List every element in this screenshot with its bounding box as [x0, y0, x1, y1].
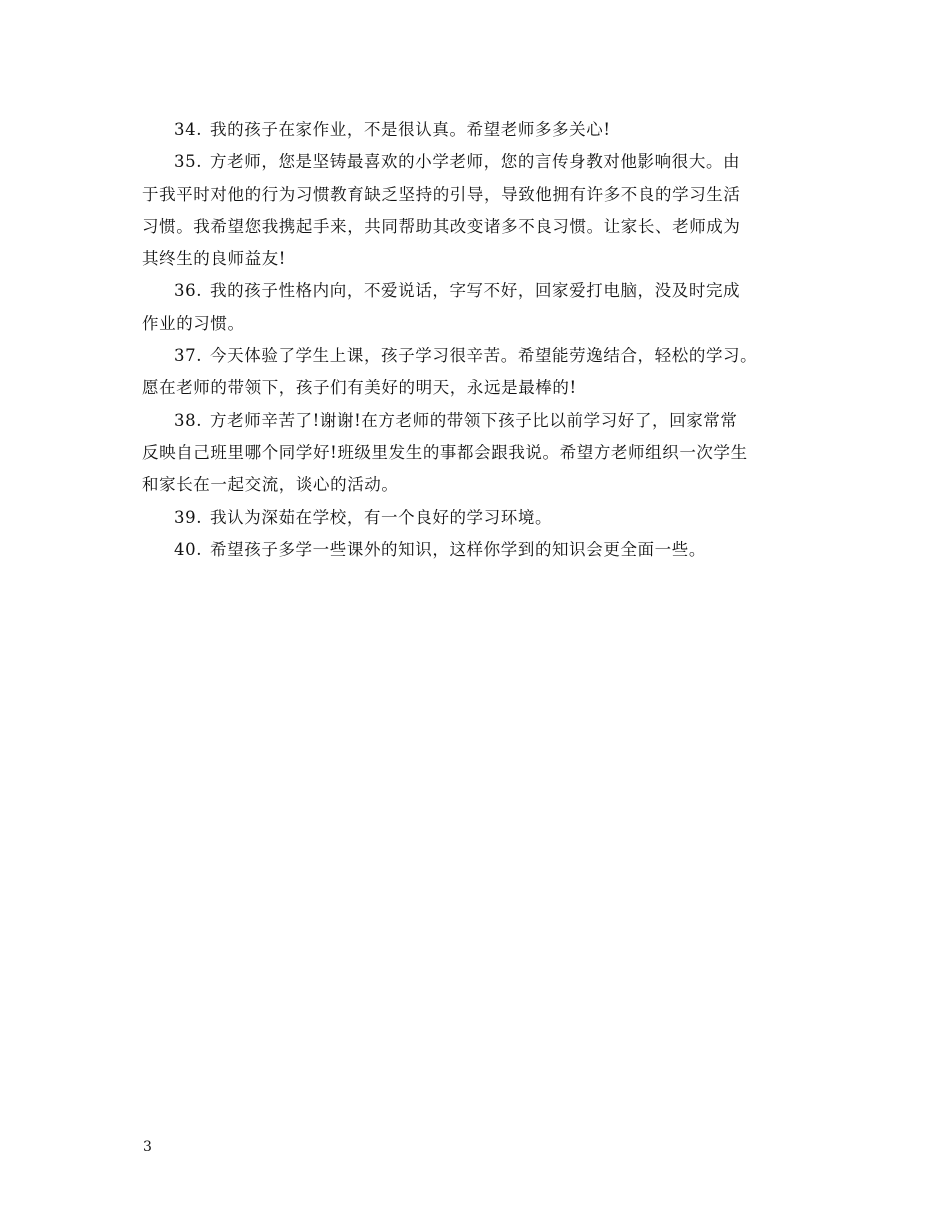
comment-item-36 — [142, 275, 814, 340]
item-number: 40. — [174, 539, 203, 559]
item-number: 35. — [174, 152, 203, 172]
comment-item-35 — [142, 146, 814, 275]
comment-line — [142, 534, 814, 566]
item-text: 今天体验了学生上课，孩子学习很辛苦。希望能劳逸结合，轻松的学习。 — [210, 346, 758, 366]
item-number: 36. — [174, 281, 203, 301]
comment-line: 和家长在一起交流，谈心的活动。 — [142, 475, 399, 495]
item-text: 希望孩子多学一些课外的知识，这样你学到的知识会更全面一些。 — [210, 539, 706, 559]
comment-item-37 — [142, 340, 814, 405]
item-text: 方老师辛苦了!谢谢!在方老师的带领下孩子比以前学习好了，回家常常 — [210, 410, 738, 430]
comment-line: 习惯。我希望您我携起手来，共同帮助其改变诸多不良习惯。让家长、老师成为 — [142, 216, 741, 236]
comment-line — [142, 146, 814, 178]
comment-list — [142, 114, 814, 566]
comment-item-40 — [142, 534, 814, 566]
item-text: 我的孩子性格内向，不爱说话，字写不好，回家爱打电脑，没及时完成 — [210, 281, 741, 301]
comment-line — [142, 275, 814, 307]
comment-line — [142, 340, 814, 372]
comment-line — [142, 405, 814, 437]
comment-line: 于我平时对他的行为习惯教育缺乏坚持的引导，导致他拥有许多不良的学习生活 — [142, 184, 741, 204]
comment-item-34 — [142, 114, 814, 146]
page-number: 3 — [143, 1139, 152, 1155]
item-number: 39. — [174, 507, 203, 527]
comment-item-38 — [142, 405, 814, 502]
item-text: 我的孩子在家作业，不是很认真。希望老师多多关心! — [210, 120, 611, 139]
item-text: 我认为深茹在学校，有一个良好的学习环境。 — [210, 507, 553, 527]
item-number: 38. — [174, 410, 203, 430]
item-number: 37. — [174, 346, 203, 366]
comment-item-39 — [142, 502, 814, 534]
comment-line: 其终生的良师益友! — [142, 249, 287, 269]
item-text: 方老师，您是坚铸最喜欢的小学老师，您的言传身教对他影响很大。由 — [210, 152, 741, 172]
item-number: 34. — [174, 120, 203, 139]
comment-line — [142, 114, 814, 146]
comment-line — [142, 502, 814, 534]
comment-line: 作业的习惯。 — [142, 313, 245, 333]
comment-line: 反映自己班里哪个同学好!班级里发生的事都会跟我说。希望方老师组织一次学生 — [142, 442, 748, 462]
comment-line: 愿在老师的带领下，孩子们有美好的明天，永远是最棒的! — [142, 378, 577, 398]
